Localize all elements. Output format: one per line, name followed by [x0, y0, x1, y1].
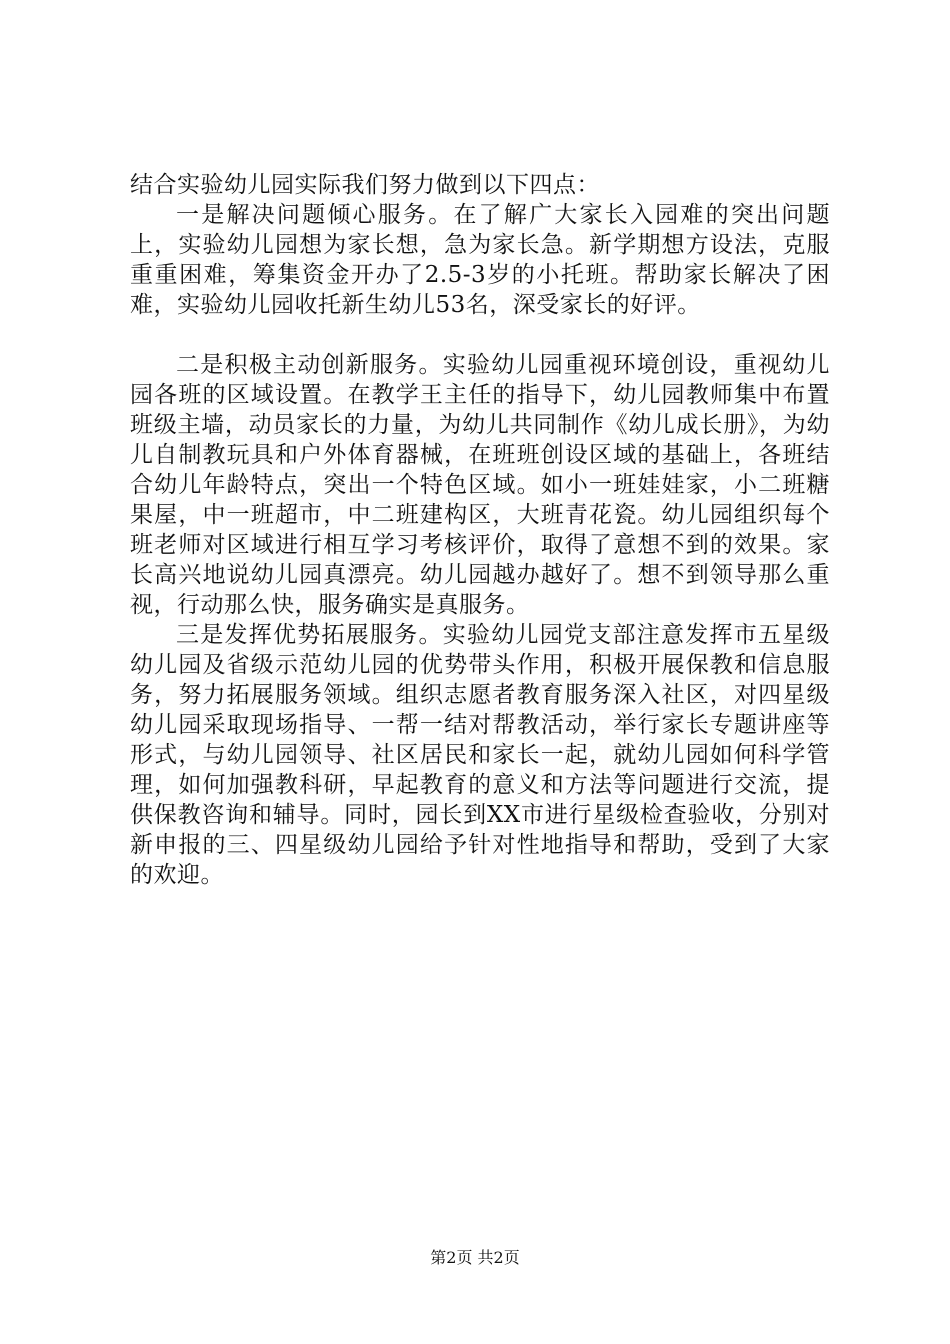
document-body — [130, 170, 830, 890]
paragraph-point-two: 二是积极主动创新服务。实验幼儿园重视环境创设，重视幼儿园各班的区域设置。在教学王主任的指导下，幼儿园教师集中布置班级主墙，动员家长的力量，为幼儿共同制作《幼儿成长册》，为幼儿自制教玩具和户外体育器械，在班班创设区域的基础上，各班结合幼儿年龄特点，突出一个特色区域。如小一班娃娃家，小二班糖果屋，中一班超市，中二班建构区，大班青花瓷。幼儿园组织每个班老师对区域进行相互学习考核评价，取得了意想不到的效果。家长高兴地说幼儿园真漂亮。幼儿园越办越好了。想不到领导那么重视，行动那么快，服务确实是真服务。 — [130, 352, 830, 618]
paragraph-point-one: 一是解决问题倾心服务。在了解广大家长入园难的突出问题上，实验幼儿园想为家长想，急为家长急。新学期想方设法，克服重重困难，筹集资金开办了2.5-3岁的小托班。帮助家长解决了困难，实验幼儿园收托新生幼儿53名，深受家长的好评。 — [130, 202, 830, 318]
paragraph-point-three: 三是发挥优势拓展服务。实验幼儿园党支部注意发挥市五星级幼儿园及省级示范幼儿园的优势带头作用，积极开展保教和信息服务，努力拓展服务领域。组织志愿者教育服务深入社区，对四星级幼儿园采取现场指导、一帮一结对帮教活动，举行家长专题讲座等形式，与幼儿园领导、社区居民和家长一起，就幼儿园如何科学管理，如何加强教科研，早起教育的意义和方法等问题进行交流，提供保教咨询和辅导。同时，园长到XX市进行星级检查验收，分别对新申报的三、四星级幼儿园给予针对性地指导和帮助，受到了大家的欢迎。 — [130, 622, 830, 888]
paragraph-intro: 结合实验幼儿园实际我们努力做到以下四点： — [130, 172, 600, 198]
page-number-footer: 第2页 共2页 — [430, 1248, 520, 1267]
